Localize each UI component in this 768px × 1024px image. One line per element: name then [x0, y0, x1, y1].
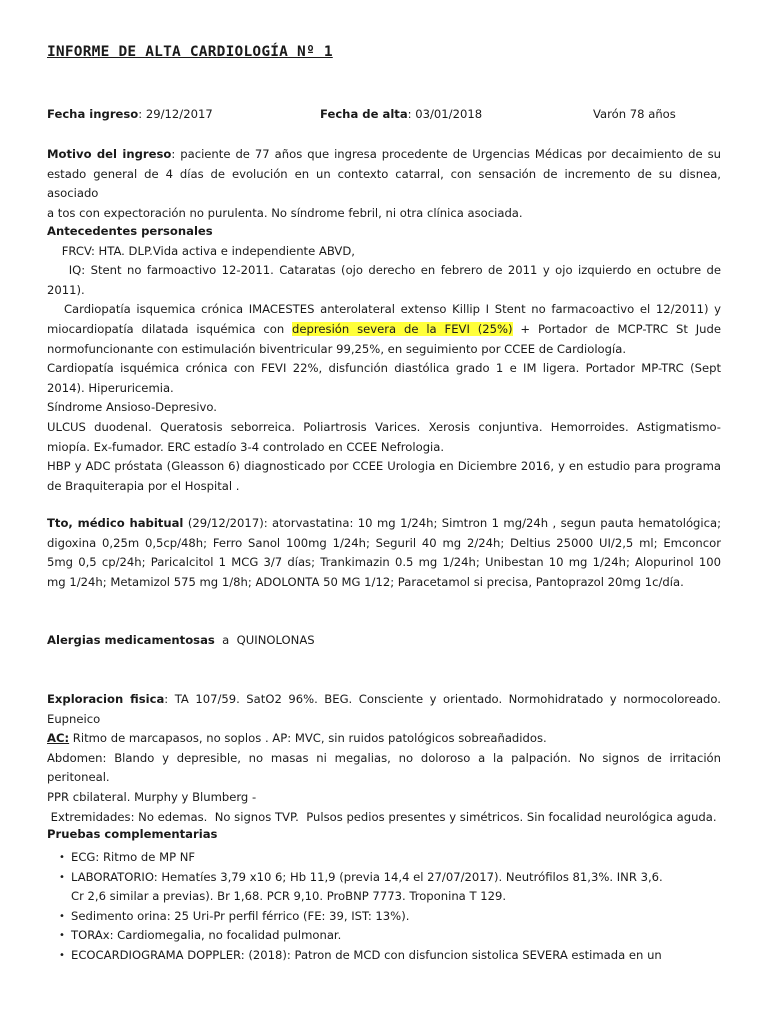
treatment-line: Tto, médico habitual (29/12/2017): atorvastatina: 10 mg 1/24h; Simtron 1 mg/24h , segun pauta hematológica; — [47, 516, 722, 530]
history-line: IQ: Stent no farmoactivo 12-2011. Cataratas (ojo derecho en febrero de 2011 y ojo izquierdo en octubre de — [47, 263, 721, 278]
history-line: miocardiopatía dilatada isquémica con depresión severa de la FEVI (25%) + Portador de MCP-TRC St Jude — [47, 321, 721, 336]
admission-date-label: Fecha ingreso — [47, 107, 139, 121]
test-item: • Sedimento orina: 25 Uri-Pr perfil férrico (FE: 39, IST: 13%). — [47, 907, 727, 927]
medical-history-heading: Antecedentes personales — [47, 224, 213, 238]
admission-reason-line: a tos con expectoración no purulenta. No síndrome febril, ni otra clínica asociada. — [47, 205, 523, 220]
history-line: Cardiopatía isquemica crónica IMACESTES anterolateral extenso Killip I Stent no farmacoactivo el 12/2011) y — [47, 302, 722, 317]
admission-reason-line: estado general de 4 días de evolución en un contexto catarral, con sensación de incremento de su disnea, asociado — [47, 166, 721, 201]
history-line: normofuncionante con estimulación biventricular 99,25%, en seguimiento por CCEE de Cardiología. — [47, 341, 627, 356]
history-line: FRCV: HTA. DLP.Vida activa e independiente ABVD, — [47, 243, 355, 258]
allergies — [47, 633, 315, 647]
treatment-line: digoxina 0,25m 0,5cp/48h; Ferro Sanol 100mg 1/24h; Seguril 40 mg 2/24h; Deltius 25000 UI/2,5 ml; Emconcor — [47, 535, 721, 550]
history-line: Síndrome Ansioso-Depresivo. — [47, 400, 217, 415]
highlighted-fevi: depresión severa de la FEVI (25%) — [292, 321, 513, 336]
allergies-value: a QUINOLONAS — [214, 633, 315, 647]
test-item: • ECG: Ritmo de MP NF — [47, 848, 727, 868]
history-line: 2014). Hiperuricemia. — [47, 380, 174, 395]
history-line: de Braquiterapia por el Hospital . — [47, 478, 240, 493]
test-item: • TORAx: Cardiomegalia, no focalidad pulmonar. — [47, 926, 727, 946]
exam-label: Exploracion fisica — [47, 692, 165, 706]
usual-treatment — [47, 514, 721, 592]
admission-date — [47, 107, 213, 121]
medical-history — [47, 222, 721, 496]
history-line: 2011). — [47, 282, 85, 297]
exam-line: AC: Ritmo de marcapasos, no soplos . AP: MVC, sin ruidos patológicos sobreañadidos. — [47, 731, 547, 746]
exam-line: Eupneico — [47, 711, 101, 726]
discharge-date-label: Fecha de alta — [320, 107, 408, 121]
exam-line: PPR cbilateral. Murphy y Blumberg - — [47, 789, 257, 804]
treatment-label: Tto, médico habitual — [47, 516, 184, 530]
test-item: • LABORATORIO: Hematíes 3,79 x10 6; Hb 11,9 (previa 14,4 el 27/07/2017). Neutrófilos 81,3%. INR 3,6. — [47, 868, 727, 888]
admission-reason-line: Motivo del ingreso: paciente de 77 años que ingresa procedente de Urgencias Médicas por decaimiento de su — [47, 147, 721, 161]
report-title: INFORME DE ALTA CARDIOLOGÍA Nº 1 — [47, 44, 333, 60]
admission-reason-label: Motivo del ingreso — [47, 147, 172, 161]
admission-date-value: : 29/12/2017 — [138, 107, 213, 121]
test-item: • ECOCARDIOGRAMA DOPPLER: (2018): Patron de MCD con disfuncion sistolica SEVERA estimada en un — [47, 946, 727, 966]
patient-info: Varón 78 años — [593, 107, 676, 121]
history-line: miopía. Ex-fumador. ERC estadío 3-4 controlado en CCEE Nefrologia. — [47, 439, 445, 454]
history-line: ULCUS duodenal. Queratosis seborreica. Poliartrosis Varices. Xerosis conjuntiva. Hemorroides. Astigmatismo- — [47, 419, 721, 434]
physical-exam — [47, 690, 721, 827]
exam-line: Extremidades: No edemas. No signos TVP. Pulsos pedios presentes y simétricos. Sin focalidad neurológica aguda. — [47, 809, 717, 824]
discharge-date-value: : 03/01/2018 — [407, 107, 483, 121]
exam-line: Abdomen: Blando y depresible, no masas ni megalias, no doloroso a la palpación. No signos de irritación peritoneal. — [47, 750, 721, 785]
tests-heading: Pruebas complementarias — [47, 827, 218, 841]
history-line: Cardiopatía isquémica crónica con FEVI 22%, disfunción diastólica grado 1 e IM ligera. Portador MP-TRC (Sept — [47, 361, 721, 376]
ac-label: AC: — [47, 731, 70, 746]
test-item-continued: Cr 2,6 similar a previas). Br 1,68. PCR 9,10. ProBNP 7773. Troponina T 129. — [71, 889, 507, 904]
history-line: HBP y ADC próstata (Gleasson 6) diagnosticado por CCEE Urologia en Diciembre 2016, y en estudio para programa — [47, 459, 721, 474]
treatment-line: mg 1/24h; Metamizol 575 mg 1/8h; ADOLONTA 50 MG 1/12; Paracetamol si precisa, Pantoprazol 20mg 1c/día. — [47, 574, 684, 589]
admission-reason — [47, 145, 721, 223]
allergies-label: Alergias medicamentosas — [47, 633, 215, 647]
exam-line: Exploracion fisica: TA 107/59. SatO2 96%. BEG. Consciente y orientado. Normohidratado y normocoloreado. — [47, 692, 721, 706]
treatment-line: 5mg 0,5 cp/24h; Paricalcitol 1 MCG 3/7 días; Trankimazin 0.5 mg 1/24h; Unibestan 10 mg 1/24h; Alopurinol 100 — [47, 555, 721, 570]
discharge-date — [320, 107, 482, 121]
tests-list — [47, 848, 727, 966]
